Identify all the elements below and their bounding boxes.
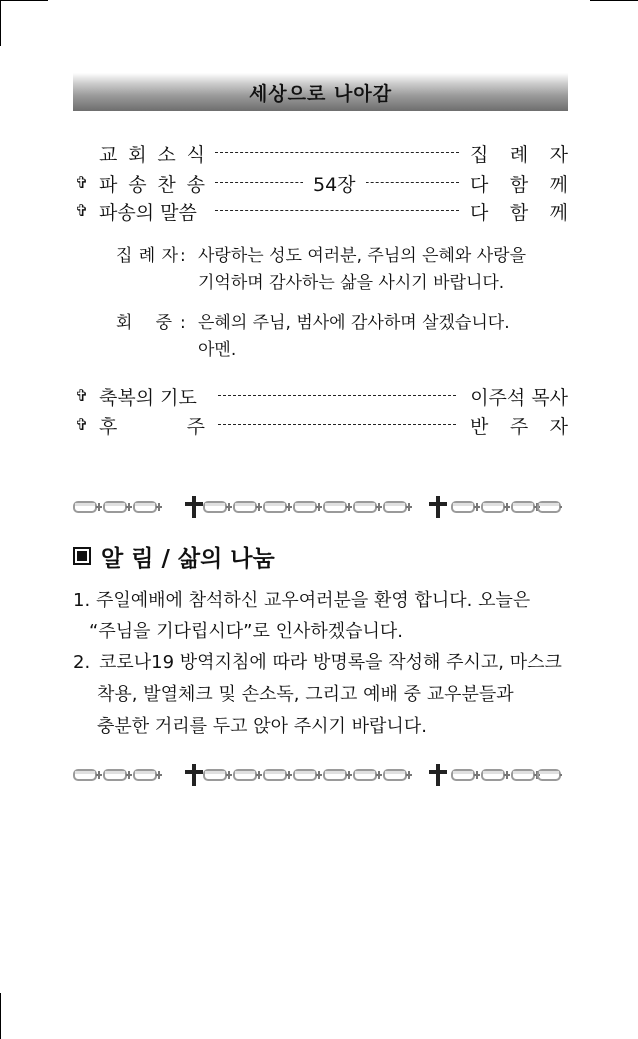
- order-row-church-news: [73, 140, 568, 168]
- label-char: 송: [186, 174, 205, 196]
- role-char: 함: [509, 202, 529, 224]
- responsive-line: 은혜의 주님, 범사에 감사하며 살겠습니다.: [198, 313, 510, 333]
- section-title: 세상으로 나아감: [248, 82, 393, 105]
- section-banner: [73, 73, 568, 111]
- crop-mark-top-left-vertical: [0, 0, 1, 46]
- order-label: [99, 198, 209, 225]
- speaker-label: [116, 243, 178, 270]
- order-row-postlude: [73, 412, 568, 440]
- order-role: 이주석 목사: [470, 387, 568, 409]
- leader-dashes: [215, 210, 459, 211]
- colon: :: [180, 246, 186, 266]
- label-char: 교: [99, 144, 118, 166]
- role-char: 주: [509, 416, 529, 438]
- role-char: 다: [470, 174, 489, 196]
- responsive-congregation: [116, 310, 556, 364]
- black-square-icon: [73, 547, 91, 565]
- label-char: 송: [128, 174, 147, 196]
- cross-icon: ✞: [75, 415, 89, 434]
- label-text: 축복의 기도: [99, 387, 197, 409]
- notice-item-number: 1.: [73, 590, 91, 611]
- order-row-sending-word: [73, 198, 568, 226]
- label-char: 식: [186, 144, 205, 166]
- cross-icon: ✞: [75, 173, 89, 192]
- leader-dashes: [218, 395, 456, 396]
- notice-line: “주님을 기다립시다”로 인사하겠습니다.: [89, 621, 404, 642]
- notice-line: 착용, 발열체크 및 손소독, 그리고 예배 중 교우분들과: [97, 684, 514, 705]
- role-char: 함: [509, 174, 529, 196]
- order-role: [470, 412, 568, 439]
- order-label: [99, 170, 205, 197]
- order-label: [99, 383, 209, 410]
- speaker-char: 례: [138, 246, 156, 266]
- order-label: [99, 412, 205, 439]
- responsive-line: 사랑하는 성도 여러분, 주님의 은혜와 사랑을: [198, 246, 527, 266]
- chain-divider-bottom: [72, 763, 562, 787]
- cross-icon: ✞: [75, 386, 89, 405]
- notice-item-number: 2.: [73, 652, 91, 673]
- cross-icon: ✞: [75, 201, 89, 220]
- speaker-char: 집: [116, 246, 133, 266]
- role-char: 자: [549, 144, 568, 166]
- hymn-number: 54장: [303, 170, 366, 197]
- crop-mark-top-left: [0, 0, 48, 1]
- notices-title: 알 림 / 삶의 나눔: [101, 546, 275, 572]
- order-row-benediction: [73, 383, 568, 411]
- responsive-leader: [116, 243, 556, 297]
- order-label: [99, 140, 205, 167]
- label-char: 소: [157, 144, 176, 166]
- responsive-line: 아멘.: [198, 340, 237, 360]
- notices-heading: [73, 540, 275, 573]
- crop-mark-top-right: [590, 0, 638, 1]
- speaker-char: 중: [155, 313, 172, 333]
- role-char: 집: [470, 144, 489, 166]
- speaker-char: 회: [116, 313, 133, 333]
- colon: :: [180, 313, 186, 333]
- label-char: 주: [186, 416, 205, 438]
- role-char: 반: [470, 416, 489, 438]
- label-text: 파송의 말씀: [99, 202, 197, 224]
- role-char: 께: [549, 174, 568, 196]
- role-char: 께: [549, 202, 568, 224]
- chain-divider-top: [72, 495, 562, 519]
- role-char: 자: [549, 416, 568, 438]
- notice-line: 주일예배에 참석하신 교우여러분을 환영 합니다. 오늘은: [96, 590, 531, 611]
- label-char: 찬: [157, 174, 176, 196]
- leader-dashes: [215, 152, 459, 153]
- notice-line: 코로나19 방역지침에 따라 방명록을 작성해 주시고, 마스크: [99, 652, 562, 673]
- leader-dashes: [218, 424, 456, 425]
- label-char: 후: [99, 416, 118, 438]
- notice-line: 충분한 거리를 두고 앉아 주시기 바랍니다.: [97, 716, 427, 737]
- order-row-sending-hymn: [73, 170, 568, 198]
- responsive-line: 기억하며 감사하는 삶을 사시기 바랍니다.: [198, 273, 505, 293]
- order-role: [470, 170, 568, 197]
- crop-mark-bottom-left: [0, 993, 1, 1039]
- role-char: 다: [470, 202, 489, 224]
- order-role: [470, 198, 568, 225]
- order-role: [470, 140, 568, 167]
- label-char: 회: [128, 144, 147, 166]
- speaker-char: 자: [161, 246, 178, 266]
- speaker-label: [116, 310, 178, 337]
- label-char: 파: [99, 174, 118, 196]
- role-char: 례: [509, 144, 529, 166]
